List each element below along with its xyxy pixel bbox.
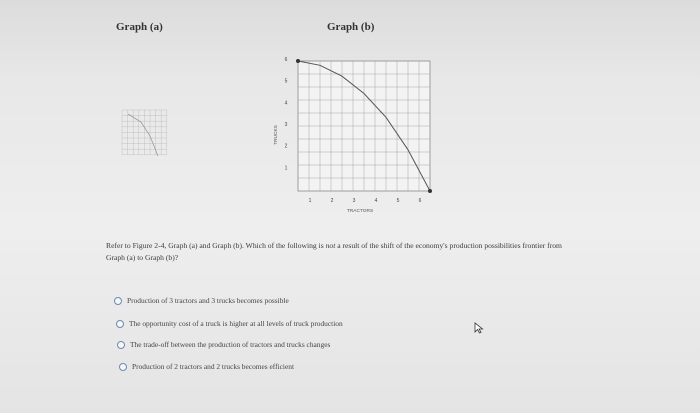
option-4-label: Production of 2 tractors and 2 trucks becomes efficient <box>132 362 294 371</box>
option-2-label: The opportunity cost of a truck is higher at all levels of truck production <box>129 319 343 328</box>
question-emphasis: not <box>325 241 336 250</box>
option-1-radio[interactable] <box>114 297 122 305</box>
graph-a-title: Graph (a) <box>116 21 163 33</box>
graph-b-x-ticks <box>309 198 422 204</box>
question-text <box>106 240 576 264</box>
graph-a-frontier <box>128 114 158 156</box>
option-4-radio[interactable] <box>119 363 127 371</box>
option-3-label: The trade-off between the production of tractors and trucks changes <box>130 340 331 349</box>
mouse-pointer-icon <box>474 322 484 334</box>
graph-b-y-tick-label: 1 <box>284 165 288 172</box>
graph-b-x-tick-label: 3 <box>352 198 356 204</box>
graph-b-y-tick-label: 5 <box>284 78 288 85</box>
graph-b-title: Graph (b) <box>327 21 375 33</box>
option-1[interactable] <box>114 296 289 305</box>
option-3-radio[interactable] <box>117 341 125 349</box>
graph-b-point-end <box>428 189 432 193</box>
graph-b-y-tick-label: 6 <box>284 57 288 63</box>
option-1-label: Production of 3 tractors and 3 trucks becomes possible <box>127 296 289 305</box>
option-4[interactable] <box>119 362 294 371</box>
graph-b-y-tick-label: 3 <box>284 122 288 128</box>
graph-b-y-axis-label: TRUCKS <box>274 125 279 145</box>
graph-b-x-axis-label: TRACTORS <box>346 209 374 214</box>
option-2[interactable] <box>116 319 343 328</box>
graph-a-grid <box>122 110 167 155</box>
question-suffix: a result of the shift of the economy's production possibilities frontier from Graph (a) to Graph (b)? <box>106 241 562 262</box>
graph-b-x-tick-label: 1 <box>308 198 312 204</box>
graph-b-x-tick-label: 4 <box>374 198 378 204</box>
graph-b-y-tick-label: 2 <box>284 143 288 150</box>
graph-b <box>273 57 432 214</box>
graph-b-x-tick-label: 2 <box>330 198 334 204</box>
graph-b-y-tick-label: 4 <box>284 100 288 107</box>
question-prefix: Refer to Figure 2-4, Graph (a) and Graph (b). Which of the following is <box>106 241 326 250</box>
graph-a <box>122 110 167 156</box>
graph-b-y-ticks <box>285 57 288 171</box>
option-3[interactable] <box>117 340 330 349</box>
graph-b-point-start <box>296 59 300 63</box>
graph-b-x-tick-label: 6 <box>418 198 422 204</box>
option-2-radio[interactable] <box>116 320 124 328</box>
graph-b-grid <box>298 61 430 191</box>
graph-b-x-tick-label: 5 <box>396 198 400 204</box>
